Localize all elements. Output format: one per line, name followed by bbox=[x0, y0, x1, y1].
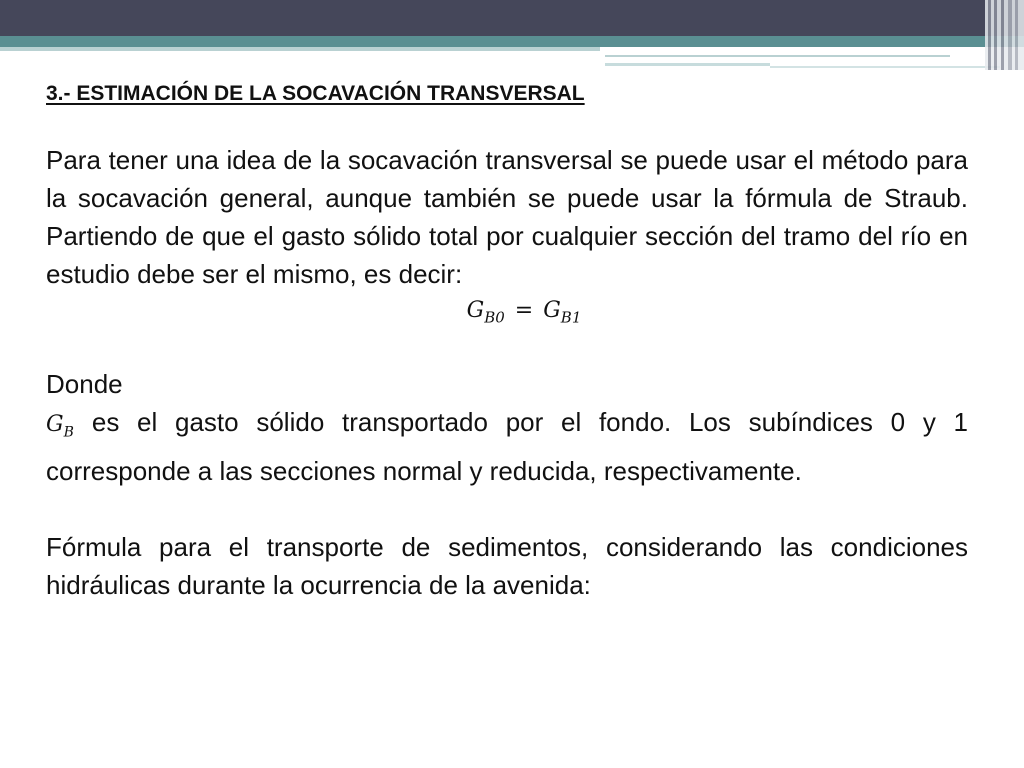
header-stripes-decoration bbox=[985, 0, 1024, 70]
definition-symbol-letter: G bbox=[46, 412, 64, 438]
header-band-teal bbox=[0, 36, 1024, 47]
definition-text: es el gasto sólido transportado por el fondo. Los subíndices 0 y 1 corresponde a las secciones normal y reducida, respectivamente. bbox=[46, 407, 968, 486]
definition-paragraph bbox=[46, 403, 968, 489]
equation-lhs-subscript: B0 bbox=[484, 308, 505, 327]
header-rule-line bbox=[770, 66, 1000, 68]
equation bbox=[46, 293, 968, 335]
header-band-light bbox=[0, 47, 600, 51]
header-rule-line bbox=[605, 55, 950, 57]
equation-rhs-symbol: G bbox=[543, 298, 561, 323]
donde-label: Donde bbox=[46, 369, 123, 400]
header-band-dark bbox=[0, 0, 1024, 36]
equation-rhs-subscript: B1 bbox=[560, 308, 582, 327]
slide-content bbox=[46, 80, 968, 604]
definition-symbol bbox=[46, 412, 74, 441]
equation-operator: = bbox=[514, 298, 534, 323]
slide-heading: 3.- ESTIMACIÓN DE LA SOCAVACIÓN TRANSVERSAL bbox=[46, 82, 585, 105]
formula-intro-paragraph: Fórmula para el transporte de sedimentos, considerando las condiciones hidráulicas durante la ocurrencia de la avenida: bbox=[46, 531, 968, 600]
header-rule-line bbox=[605, 63, 770, 66]
definition-symbol-subscript: B bbox=[63, 424, 74, 441]
intro-paragraph: Para tener una idea de la socavación transversal se puede usar el método para la socavación general, aunque también se puede usar la fórmula de Straub. Partiendo de que el gasto sólido total por cualquier sección del tramo del río en estudio debe ser el mismo, es decir: bbox=[46, 145, 968, 289]
equation-lhs-symbol: G bbox=[466, 298, 485, 323]
